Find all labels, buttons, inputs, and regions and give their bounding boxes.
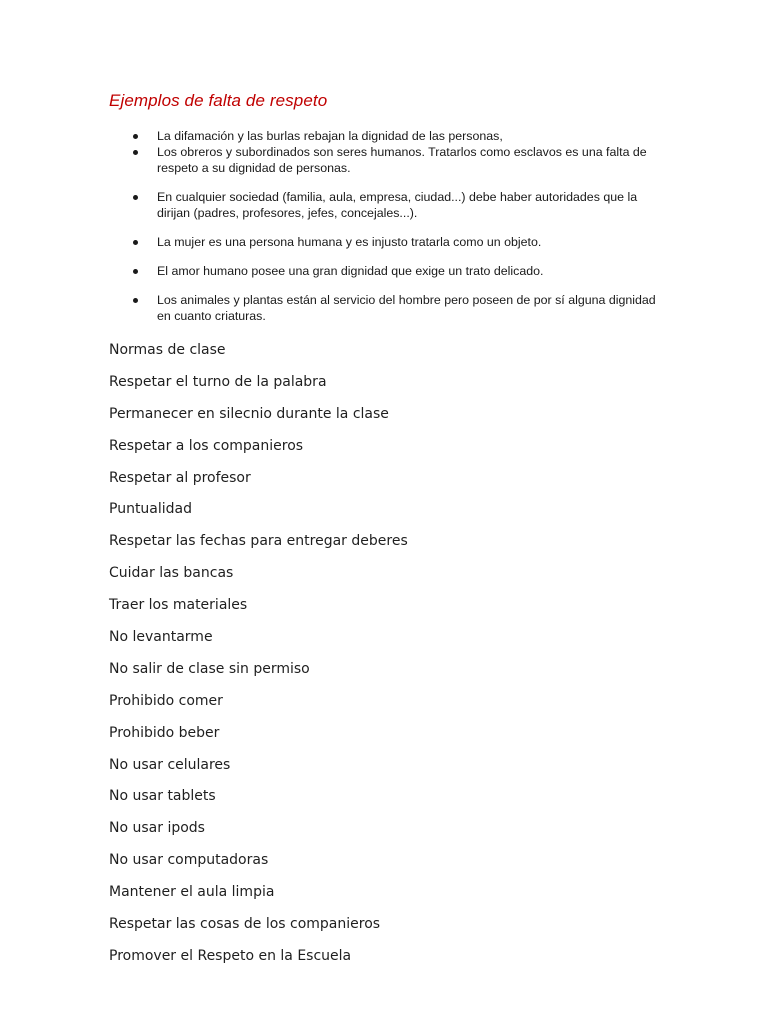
norm-item: No usar computadoras: [109, 852, 269, 869]
norm-item: No usar tablets: [109, 788, 216, 805]
list-item: [0, 128, 667, 144]
example-text: La difamación y las burlas rebajan la dignidad de las personas,: [157, 129, 503, 143]
norms-title: Normas de clase: [109, 342, 226, 358]
bullet-icon: [133, 134, 138, 139]
norm-item: Respetar al profesor: [109, 469, 251, 486]
norm-item: Traer los materiales: [109, 597, 248, 614]
bullet-icon: [133, 195, 138, 200]
example-text: Los animales y plantas están al servicio del hombre pero poseen de por sí alguna dignidad en cuanto criaturas.: [157, 293, 656, 323]
norm-item: Promover el Respeto en la Escuela: [109, 947, 352, 964]
example-text: La mujer es una persona humana y es injusto tratarla como un objeto.: [157, 235, 542, 249]
norms-list: [109, 340, 408, 978]
bullet-icon: [133, 150, 138, 155]
document-heading: Ejemplos de falta de respeto: [109, 91, 328, 110]
norm-item: Respetar las cosas de los companieros: [109, 916, 381, 933]
norm-item: Prohibido beber: [109, 724, 220, 741]
norm-item: No usar celulares: [109, 756, 231, 773]
norm-item: Respetar el turno de la palabra: [109, 373, 327, 390]
norm-item: Permanecer en silecnio durante la clase: [109, 405, 389, 422]
example-text: En cualquier sociedad (familia, aula, empresa, ciudad...) debe haber autoridades que la dirijan (padres, profesores, jefes, concejales...).: [157, 190, 638, 220]
norm-item: No levantarme: [109, 629, 213, 646]
bullet-icon: [133, 298, 138, 303]
bullet-icon: [133, 269, 138, 274]
norm-item: No usar ipods: [109, 820, 205, 837]
bullet-icon: [133, 240, 138, 245]
list-item: [0, 144, 667, 176]
norm-item: No salir de clase sin permiso: [109, 660, 310, 677]
list-item: [0, 292, 667, 324]
norm-item: Puntualidad: [109, 501, 193, 518]
example-text: Los obreros y subordinados son seres humanos. Tratarlos como esclavos es una falta de respeto a su dignidad de personas.: [157, 145, 647, 175]
list-item: [0, 234, 667, 250]
norm-item: Respetar las fechas para entregar deberes: [109, 533, 408, 550]
norm-item: Cuidar las bancas: [109, 565, 234, 582]
norm-item: Prohibido comer: [109, 692, 223, 709]
examples-list: [0, 128, 768, 324]
list-item: [0, 263, 667, 279]
example-text: El amor humano posee una gran dignidad que exige un trato delicado.: [157, 264, 544, 278]
norm-item: Respetar a los companieros: [109, 437, 304, 454]
norm-item: Mantener el aula limpia: [109, 884, 275, 901]
list-item: [0, 189, 667, 221]
